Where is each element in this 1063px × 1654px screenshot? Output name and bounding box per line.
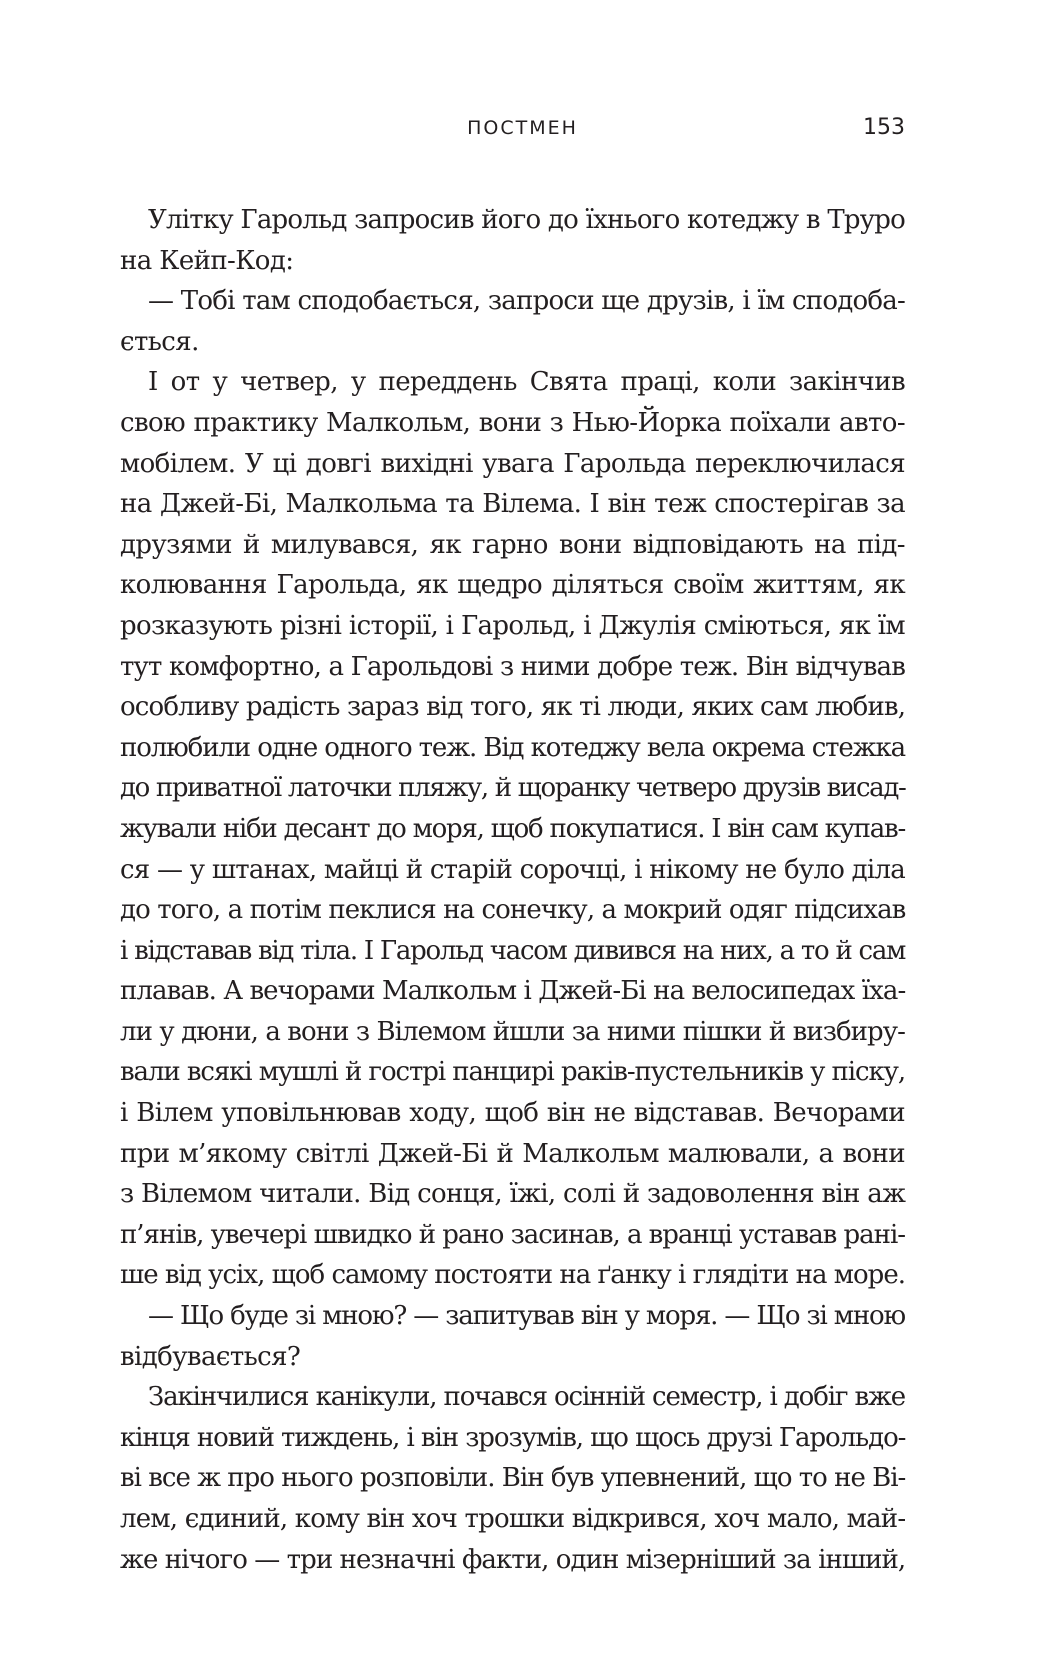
text-line: на Кейп-Код:: [120, 245, 294, 276]
text-line: — Що буде зі мною? — запитував він у моря. — Що зі мною: [148, 1301, 905, 1332]
text-line: особливу радість зараз від того, як ті люди, яких сам любив,: [120, 692, 906, 723]
text-line: відбувається?: [120, 1341, 301, 1372]
text-line: до того, а потім пеклися на сонечку, а мокрий одяг підсихав: [120, 895, 906, 926]
page-number: 153: [863, 115, 905, 140]
text-line: Улітку Гарольд запросив його до їхнього котеджу в Труро: [148, 205, 905, 235]
text-line: вали всякі мушлі й гострі панцирі раків-пустельників у піску,: [120, 1057, 905, 1088]
text-line: ше від усіх, щоб самому постояти на ґанку і глядіти на море.: [120, 1260, 906, 1291]
text-line: свою практику Малкольм, вони з Нью-Йорка поїхали авто-: [120, 407, 905, 438]
text-line: до приватної латочки пляжу, й щоранку четверо друзів висад-: [120, 773, 906, 804]
text-line: Закінчилися канікули, почався осінній семестр, і добіг вже: [148, 1382, 906, 1413]
text-line: при м’якому світлі Джей-Бі й Малкольм малювали, а вони: [120, 1138, 905, 1169]
text-line: мобілем. У ці довгі вихідні увага Гарольда переключилася: [120, 448, 905, 479]
text-line: плавав. А вечорами Малкольм і Джей-Бі на велосипедах їха-: [120, 976, 906, 1007]
text-line: друзями й милувався, як гарно вони відповідають на під-: [120, 529, 905, 560]
text-line: — Тобі там сподобається, запроси ще друзів, і їм сподоба-: [148, 286, 906, 317]
text-line: же нічого — три незначні факти, один мізерніший за інший,: [120, 1544, 906, 1575]
text-line: на Джей-Бі, Малкольма та Вілема. І він теж спостерігав за: [120, 489, 905, 520]
text-line: І от у четвер, у переддень Свята праці, коли закінчив: [148, 367, 905, 398]
running-title: ПОСТМЕН: [467, 117, 578, 139]
text-line: кінця новий тиждень, і він зрозумів, що щось друзі Гарольдо-: [120, 1422, 906, 1453]
text-line: лем, єдиний, кому він хоч трошки відкрився, хоч мало, май-: [120, 1504, 906, 1534]
text-line: ся — у штанах, майці й старій сорочці, і нікому не було діла: [120, 854, 905, 885]
text-line: ється.: [120, 326, 199, 357]
text-line: жували ніби десант до моря, щоб покупатися. І він сам купав-: [120, 813, 905, 844]
text-line: і відставав від тіла. І Гарольд часом дивився на них, а то й сам: [120, 935, 906, 966]
running-head: [140, 117, 905, 157]
text-line: розказують різні історії, і Гарольд, і Джулія сміються, як їм: [120, 610, 905, 641]
text-line: і Вілем уповільнював ходу, щоб він не відставав. Вечорами: [120, 1098, 905, 1129]
text-line: ві все ж про нього розповіли. Він був упевнений, що то не Ві-: [120, 1463, 906, 1494]
text-line: колювання Гарольда, як щедро діляться своїм життям, як: [120, 570, 905, 601]
text-line: полюбили одне одного теж. Від котеджу вела окрема стежка: [120, 732, 905, 763]
body-text: [120, 200, 905, 1580]
text-line: з Вілемом читали. Від сонця, їжі, солі й задоволення він аж: [120, 1179, 906, 1210]
text-line: тут комфортно, а Гарольдові з ними добре теж. Він відчував: [120, 651, 905, 682]
text-line: ли у дюни, а вони з Вілемом йшли за ними пішки й визбиру-: [120, 1016, 905, 1047]
text-line: п’янів, увечері швидко й рано засинав, а вранці уставав рані-: [120, 1219, 905, 1250]
